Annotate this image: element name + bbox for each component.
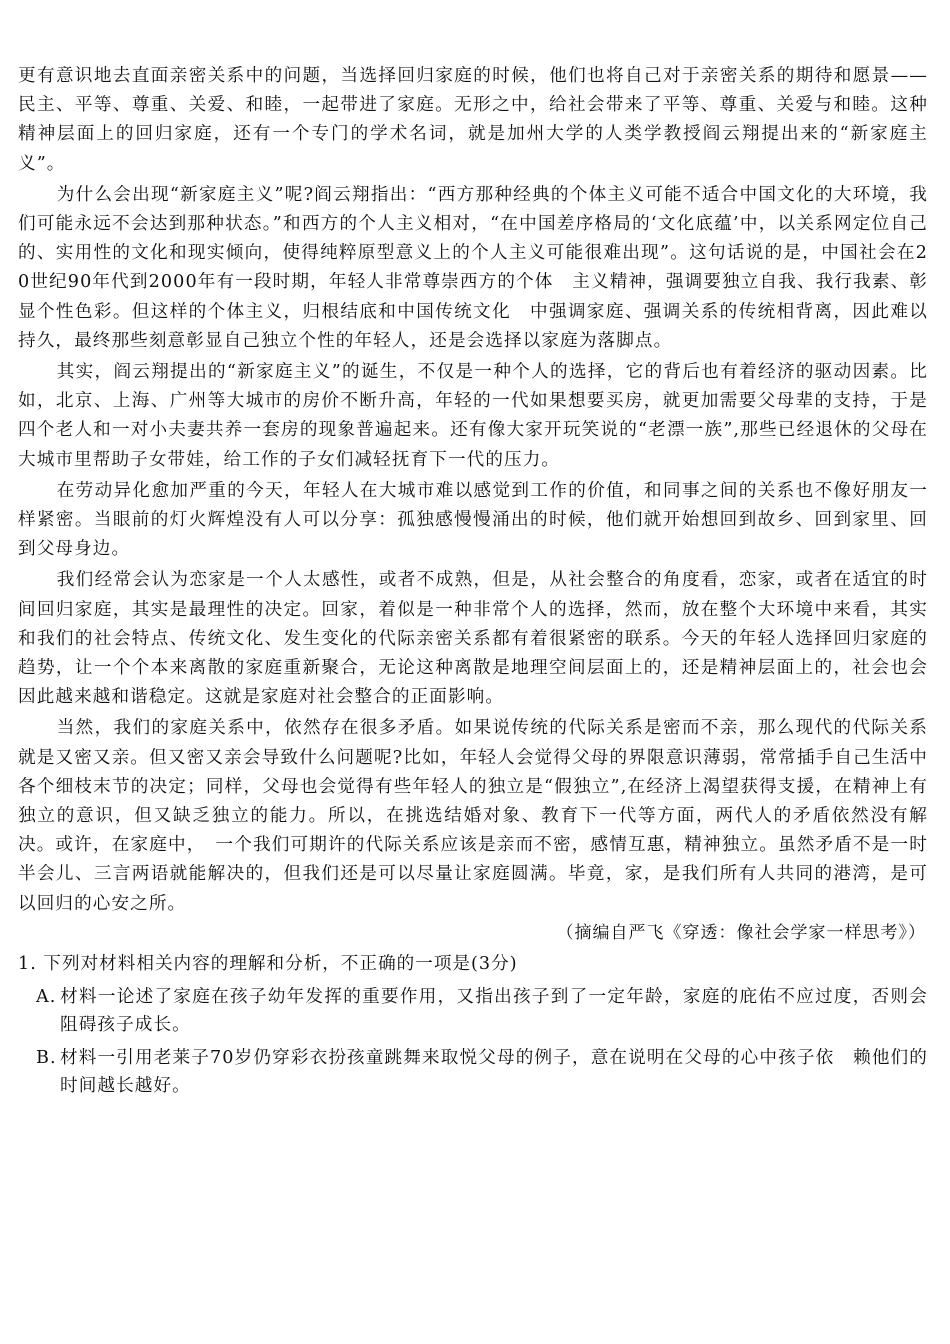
passage-paragraph-3: 其实，阎云翔提出的“新家庭主义”的诞生，不仅是一种个人的选择，它的背后也有着经济的驱动因素。比如，北京、上海、广州等大城市的房价不断升高，年轻的一代如果想要买房，就更加需要父母辈的支持，于是四个老人和一对小夫妻共养一套房的现象普遍起来。还有像大家开玩笑说的“老漂一族”,那些已经退休的父母在大城市里帮助子女带娃，给工作的子女们减轻抚育下一代的压力。 bbox=[18, 362, 928, 470]
option-a bbox=[18, 983, 928, 1040]
passage-paragraph-2: 为什么会出现“新家庭主义”呢?阎云翔指出：“西方那种经典的个体主义可能不适合中国文化的大环境，我们可能永远不会达到那种状态。”和西方的个人主义相对，“在中国差序格局的‘文化底蕴’中，以关系网定位自己的、实用性的文化和现实倾向，使得纯粹原型意义上的个人主义可能很难出现”。这句话说的是，中国社会在20世纪90年代到2000年有一段时期，年轻人非常尊崇西方的个体 主义精神，强调要独立自我、我行我素、彰显个性色彩。但这样的个体主义，归根结底和中国传统文化 中强调家庭、强调关系的传统相背离，因此难以持久，最终那些刻意彰显自己独立个性的年轻人，还是会选择以家庭为落脚点。 bbox=[18, 184, 928, 351]
question-stem: 1. 下列对材料相关内容的理解和分析，不正确的一项是(3分) bbox=[18, 953, 518, 974]
passage-paragraph-4: 在劳动异化愈加严重的今天，年轻人在大城市难以感觉到工作的价值，和同事之间的关系也不像好朋友一样紧密。当眼前的灯火辉煌没有人可以分享：孤独感慢慢涌出的时候，他们就开始想回到故乡、回到家里、回到父母身边。 bbox=[18, 480, 928, 560]
option-b-text: 材料一引用老莱子70岁仍穿彩衣扮孩童跳舞来取悦父母的例子，意在说明在父母的心中孩子依 赖他们的时间越长越好。 bbox=[60, 1047, 928, 1097]
passage-source: （摘编自严飞《穿透：像社会学家一样思考》） bbox=[556, 922, 926, 943]
option-a-letter: A. bbox=[36, 986, 57, 1007]
passage-paragraph-5: 我们经常会认为恋家是一个人太感性，或者不成熟，但是，从社会整合的角度看，恋家，或者在适宜的时间回归家庭，其实是最理性的决定。回家，着似是一种非常个人的选择，然而，放在整个大环境中来看，其实和我们的社会特点、传统文化、发生变化的代际亲密关系都有着很紧密的联系。今天的年轻人选择回归家庭的趋势，让一个个本来离散的家庭重新聚合，无论这种离散是地理空间层面上的，还是精神层面上的，社会也会因此越来越和谐稳定。这就是家庭对社会整合的正面影响。 bbox=[18, 570, 928, 708]
option-b bbox=[18, 1044, 928, 1101]
passage-paragraph-6: 当然，我们的家庭关系中，依然存在很多矛盾。如果说传统的代际关系是密而不亲，那么现代的代际关系就是又密又亲。但又密又亲会导致什么问题呢?比如，年轻人会觉得父母的界限意识薄弱，常常插手自己生活中各个细枝末节的决定；同样，父母也会觉得有些年轻人的独立是“假独立”,在经济上渴望获得支援，在精神上有独立的意识，但又缺乏独立的能力。所以，在挑选结婚对象、教育下一代等方面，两代人的矛盾依然没有解决。或许，在家庭中， 一个我们可期许的代际关系应该是亲而不密，感情互惠，精神独立。虽然矛盾不是一时半会儿、三言两语就能解决的，但我们还是可以尽量让家庭圆满。毕竟，家，是我们所有人共同的港湾，是可以回归的心安之所。 bbox=[18, 718, 928, 914]
passage-paragraph-1: 更有意识地去直面亲密关系中的问题，当选择回归家庭的时候，他们也将自己对于亲密关系的期待和愿景——民主、平等、尊重、关爱、和睦，一起带进了家庭。无形之中，给社会带来了平等、尊重、关爱与和睦。这种精神层面上的回归家庭，还有一个专门的学术名词，就是加州大学的人类学教授阎云翔提出来的“新家庭主义”。 bbox=[18, 66, 928, 174]
exam-page bbox=[18, 62, 928, 1101]
option-a-text: 材料一论述了家庭在孩子幼年发挥的重要作用，又指出孩子到了一定年龄，家庭的庇佑不应过度，否则会阻碍孩子成长。 bbox=[60, 986, 928, 1036]
option-b-letter: B. bbox=[36, 1047, 57, 1068]
